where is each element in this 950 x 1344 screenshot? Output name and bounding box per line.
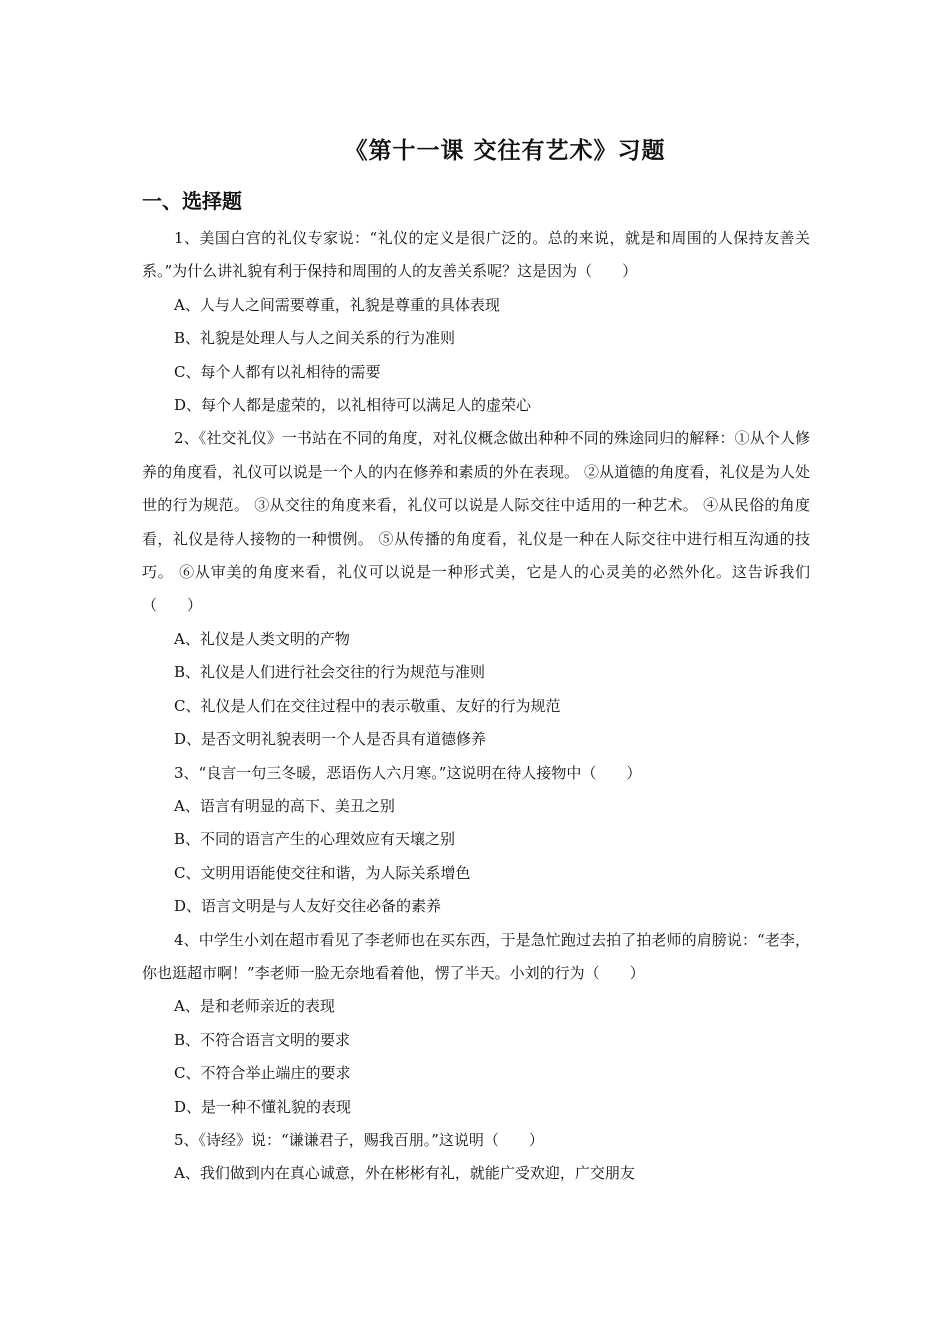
question-stem: 4、中学生小刘在超市看见了李老师也在买东西，于是急忙跑过去拍了拍老师的肩膀说：“老李，你也逛超市啊！”李老师一脸无奈地看着他，愣了半天。小刘的行为（ ） — [142, 930, 810, 982]
answer-option: B、不符合语言文明的要求 — [174, 1030, 351, 1049]
answer-option: C、文明用语能使交往和谐，为人际关系增色 — [174, 863, 471, 882]
answer-option: D、是一种不懂礼貌的表现 — [174, 1097, 352, 1116]
answer-option: C、礼仪是人们在交往过程中的表示敬重、友好的行为规范 — [174, 696, 561, 715]
answer-option: A、人与人之间需要尊重，礼貌是尊重的具体表现 — [174, 295, 500, 314]
question-list — [142, 222, 810, 1191]
answer-option: D、每个人都是虚荣的，以礼相待可以满足人的虚荣心 — [174, 396, 532, 415]
answer-option: A、语言有明显的高下、美丑之别 — [174, 796, 395, 815]
answer-option: C、不符合举止端庄的要求 — [174, 1064, 351, 1083]
answer-option: A、礼仪是人类文明的产物 — [174, 629, 350, 648]
question-stem: 5、《诗经》说：“谦谦君子，赐我百朋。”这说明（ ） — [174, 1130, 544, 1149]
answer-option: A、是和老师亲近的表现 — [174, 997, 335, 1016]
answer-option: D、是否文明礼貌表明一个人是否具有道德修养 — [174, 730, 487, 749]
answer-option: C、每个人都有以礼相待的需要 — [174, 362, 381, 381]
answer-option: A、我们做到内在真心诚意，外在彬彬有礼，就能广受欢迎，广交朋友 — [174, 1164, 635, 1183]
question-stem: 3、“良言一句三冬暖，恶语伤人六月寒。”这说明在待人接物中（ ） — [174, 763, 642, 782]
question-stem: 1、美国白宫的礼仪专家说：“礼仪的定义是很广泛的。总的来说，就是和周围的人保持友善关系。”为什么讲礼貌有利于保持和周围的人的友善关系呢？这是因为（ ） — [142, 229, 810, 281]
section-heading: 一、选择题 — [142, 189, 242, 213]
question-stem: 2、《社交礼仪》一书站在不同的角度，对礼仪概念做出种种不同的殊途同归的解释：①从个人修养的角度看，礼仪可以说是一个人的内在修养和素质的外在表现。 ②从道德的角度看，礼仪是为人处世的行为规范。 ③从交往的角度来看，礼仪可以说是人际交往中适用的一种艺术。 ④从民俗的角度看，礼仪是待人接物的一种惯例。 ⑤从传播的角度看，礼仪是一种在人际交往中进行相互沟通的技巧。 ⑥从审美的角度来看，礼仪可以说是一种形式美，它是人的心灵美的必然外化。这告诉我们（ ） — [142, 429, 810, 615]
page-title: 《第十一课 交往有艺术》习题 — [344, 138, 666, 164]
answer-option: B、不同的语言产生的心理效应有天壤之别 — [174, 830, 456, 849]
answer-option: B、礼仪是人们进行社会交往的行为规范与准则 — [174, 663, 486, 682]
answer-option: D、语言文明是与人友好交往必备的素养 — [174, 897, 442, 916]
answer-option: B、礼貌是处理人与人之间关系的行为准则 — [174, 329, 456, 348]
